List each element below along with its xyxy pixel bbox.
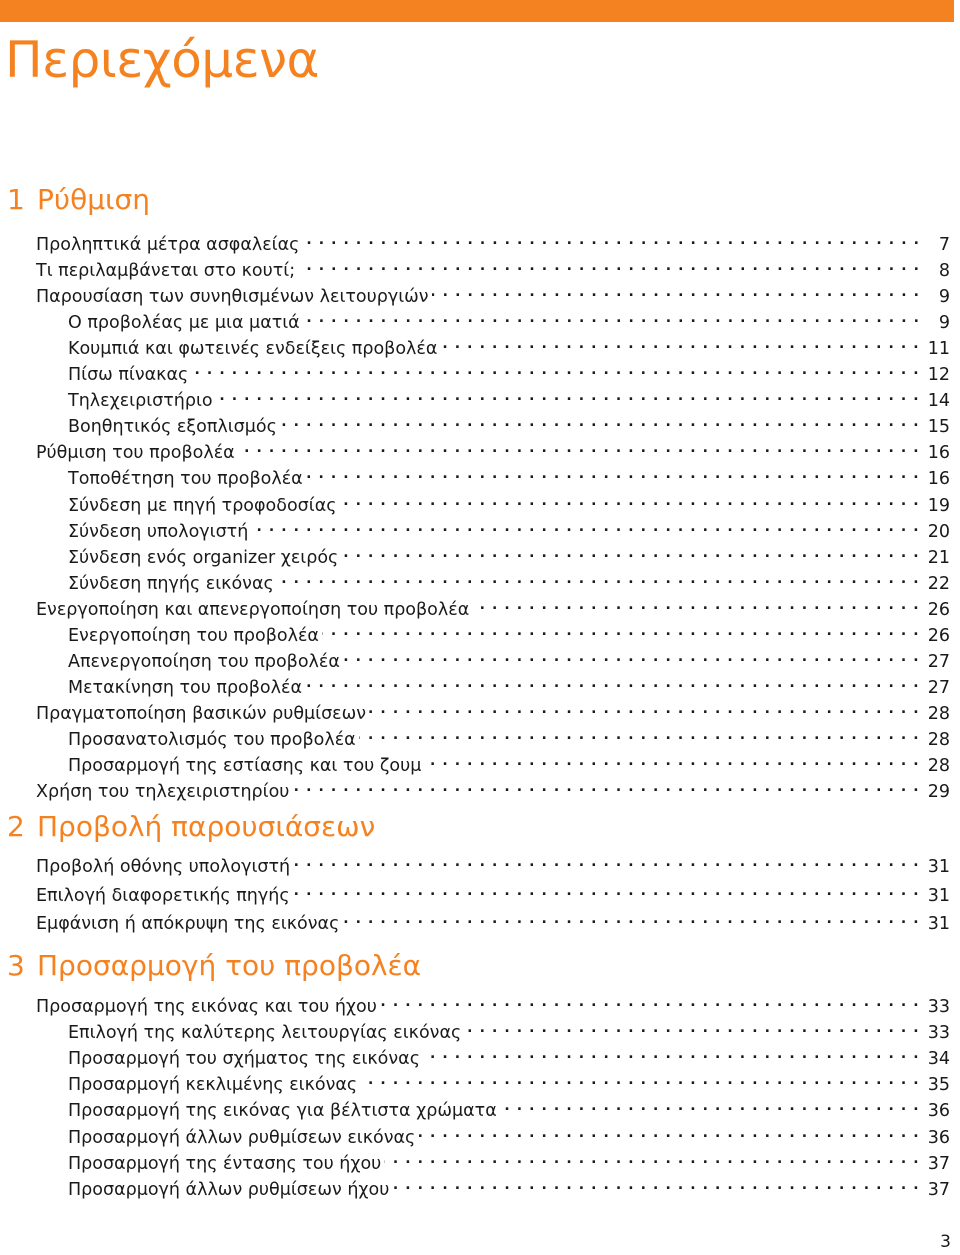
toc-entry-label: Ο προβολέας με μια ματιά (68, 313, 300, 334)
dot-leader (369, 693, 920, 719)
toc-entry-label: Προληπτικά μέτρα ασφαλείας (36, 235, 300, 255)
toc-entry-page: 33 (927, 1023, 950, 1044)
toc-entry[interactable] (68, 641, 950, 672)
dot-leader (277, 563, 920, 589)
toc-entry[interactable] (68, 563, 950, 594)
toc-entry-label: Προσανατολισμός του προβολέα (68, 729, 356, 750)
dot-leader (440, 328, 919, 354)
toc-entry[interactable] (68, 745, 950, 776)
toc-entry-page: 31 (927, 857, 950, 877)
dot-leader (342, 903, 919, 929)
chapter-title: Ρύθμιση (37, 183, 150, 216)
chapter-title: Προβολή παρουσιάσεων (37, 810, 376, 843)
toc-entry-page: 28 (927, 729, 950, 750)
toc-entry-label: Προσαρμογή κεκλιμένης εικόνας (68, 1075, 358, 1096)
toc-entry-label: Προβολή οθόνης υπολογιστή (36, 857, 291, 877)
chapter-heading (7, 949, 421, 983)
page-number: 3 (940, 1232, 951, 1252)
toc-entry-label: Χρήση του τηλεχειριστηρίου (36, 782, 290, 803)
dot-leader (238, 432, 920, 458)
toc-entry-page: 31 (927, 885, 950, 906)
dot-leader (384, 1143, 919, 1169)
dot-leader (303, 302, 920, 328)
toc-entry-page: 9 (938, 287, 950, 308)
dot-leader (340, 485, 920, 511)
toc-entry[interactable] (68, 667, 950, 698)
toc-entry-page: 21 (927, 547, 950, 568)
toc-entry[interactable] (68, 328, 950, 360)
toc-entry[interactable] (36, 875, 950, 906)
toc-entry[interactable] (36, 693, 950, 724)
dot-leader (293, 846, 920, 872)
toc-entry-label: Σύνδεση ενός organizer χειρός (68, 547, 339, 568)
dot-leader (305, 667, 920, 693)
dot-leader (251, 511, 919, 537)
toc-entry-page: 15 (927, 417, 950, 438)
toc-entry-page: 7 (938, 235, 950, 255)
toc-entry-page: 12 (927, 365, 950, 386)
dot-leader (392, 1169, 919, 1195)
toc-entry-page: 37 (927, 1179, 950, 1200)
toc-entry[interactable] (68, 380, 950, 412)
chapter-heading (7, 183, 150, 217)
dot-leader (464, 1012, 919, 1038)
dot-leader (360, 1064, 920, 1090)
toc-entry-page: 33 (927, 997, 950, 1017)
toc-entry-label: Επιλογή της καλύτερης λειτουργίας εικόνας (68, 1023, 462, 1044)
toc-entry[interactable] (36, 771, 950, 803)
toc-entry-label: Προσαρμογή της έντασης του ήχου (68, 1153, 382, 1174)
toc-entry[interactable] (36, 903, 950, 935)
chapter-number: 2 (7, 810, 25, 843)
toc-entry[interactable] (36, 589, 950, 620)
toc-entry-page: 16 (927, 469, 950, 490)
dot-leader (302, 224, 920, 250)
toc-entry[interactable] (68, 719, 950, 750)
dot-leader (424, 745, 919, 771)
toc-entry-label: Σύνδεση πηγής εικόνας (68, 573, 274, 594)
toc-entry-label: Προσαρμογή του σχήματος της εικόνας (68, 1049, 420, 1070)
toc-entry[interactable] (68, 1038, 950, 1070)
toc-entry[interactable] (68, 1143, 950, 1174)
toc-entry[interactable] (36, 224, 950, 255)
toc-entry-page: 19 (927, 495, 950, 516)
dot-leader (306, 458, 920, 484)
toc-entry-label: Προσαρμογή της εικόνας και του ήχου (36, 997, 377, 1017)
toc-entry-label: Μετακίνηση του προβολέα (68, 677, 302, 698)
toc-entry-label: Προσαρμογή άλλων ρυθμίσεων εικόνας (68, 1127, 416, 1148)
toc-entry-page: 9 (938, 313, 950, 334)
dot-leader (280, 406, 920, 432)
dot-leader (500, 1090, 920, 1116)
dot-leader (298, 250, 920, 276)
toc-entry-label: Προσαρμογή της εικόνας για βέλτιστα χρώματα (68, 1101, 497, 1122)
toc-entry-label: Σύνδεση υπολογιστή (68, 521, 249, 542)
toc-entry-page: 37 (927, 1153, 950, 1174)
toc-entry[interactable] (68, 1090, 950, 1122)
toc-entry-page: 26 (927, 625, 950, 646)
dot-leader (423, 1038, 920, 1064)
toc-entry-label: Απενεργοποίηση του προβολέα (68, 651, 340, 672)
toc-entry-page: 22 (927, 573, 950, 594)
dot-leader (341, 537, 919, 563)
toc-entry-label: Βοηθητικός εξοπλισμός (68, 417, 277, 438)
toc-entry[interactable] (36, 432, 950, 464)
toc-entry-label: Εμφάνιση ή απόκρυψη της εικόνας (36, 914, 340, 935)
dot-leader (418, 1117, 919, 1143)
toc-entry-page: 20 (927, 521, 950, 542)
dot-leader (343, 641, 920, 667)
toc-entry[interactable] (68, 354, 950, 386)
toc-entry-label: Κουμπιά και φωτεινές ενδείξεις προβολέα (68, 339, 438, 360)
toc-entry-label: Τι περιλαμβάνεται στο κουτί; (36, 261, 296, 282)
toc-entry-label: Παρουσίαση των συνηθισμένων λειτουργιών (36, 287, 429, 308)
dot-leader (380, 986, 920, 1012)
toc-entry[interactable] (36, 276, 950, 308)
dot-leader (322, 615, 920, 641)
toc-entry-page: 36 (927, 1127, 950, 1148)
toc-entry-label: Ενεργοποίηση και απενεργοποίηση του προβολέα (36, 599, 470, 620)
toc-entry-label: Ενεργοποίηση του προβολέα (68, 625, 319, 646)
chapter-heading (7, 810, 375, 844)
header-accent-bar (0, 0, 954, 22)
dot-leader (472, 589, 919, 615)
toc-entry[interactable] (68, 458, 950, 490)
chapter-number: 3 (7, 949, 25, 982)
toc-entry[interactable] (36, 250, 950, 282)
toc-entry[interactable] (68, 406, 950, 438)
dot-leader (293, 875, 920, 901)
chapter-number: 1 (7, 183, 25, 216)
toc-entry-page: 26 (927, 599, 950, 620)
toc-entry-page: 36 (927, 1101, 950, 1122)
toc-entry[interactable] (68, 485, 950, 516)
toc-entry[interactable] (68, 1169, 950, 1200)
toc-entry-label: Προσαρμογή άλλων ρυθμίσεων ήχου (68, 1179, 390, 1200)
toc-entry-label: Ρύθμιση του προβολέα (36, 443, 235, 464)
toc-entry-label: Σύνδεση με πηγή τροφοδοσίας (68, 495, 337, 516)
toc-entry-page: 27 (927, 651, 950, 672)
toc-entry-page: 29 (927, 782, 950, 803)
toc-entry-label: Τηλεχειριστήριο (68, 391, 213, 412)
toc-entry-label: Πραγματοποίηση βασικών ρυθμίσεων (36, 703, 367, 724)
chapter-title: Προσαρμογή του προβολέα (37, 949, 422, 982)
toc-entry[interactable] (68, 1012, 950, 1044)
toc-entry-label: Τοποθέτηση του προβολέα (68, 469, 303, 490)
dot-leader (216, 380, 920, 406)
toc-entry[interactable] (68, 537, 950, 568)
toc-entry-page: 35 (927, 1075, 950, 1096)
toc-entry-page: 11 (927, 339, 950, 360)
toc-entry[interactable] (68, 615, 950, 646)
toc-entry-page: 31 (927, 914, 950, 935)
toc-entry[interactable] (36, 846, 950, 877)
toc-entry[interactable] (68, 1064, 950, 1096)
toc-entry-page: 14 (927, 391, 950, 412)
toc-entry-page: 28 (927, 703, 950, 724)
toc-entry-label: Πίσω πίνακας (68, 365, 189, 386)
dot-leader (359, 719, 920, 745)
toc-entry[interactable] (68, 1117, 950, 1148)
toc-entry[interactable] (36, 986, 950, 1017)
dot-leader (432, 276, 920, 302)
page-title: Περιεχόμενα (5, 31, 320, 89)
toc-entry-page: 8 (938, 261, 950, 282)
toc-entry-label: Επιλογή διαφορετικής πηγής (36, 885, 290, 906)
toc-entry[interactable] (68, 302, 950, 334)
toc-entry-page: 16 (927, 443, 950, 464)
dot-leader (191, 354, 919, 380)
toc-entry-page: 28 (927, 756, 950, 776)
toc-entry[interactable] (68, 511, 950, 542)
toc-entry-page: 34 (927, 1049, 950, 1070)
toc-entry-label: Προσαρμογή της εστίασης και του ζουμ (68, 756, 422, 776)
toc-entry-page: 27 (927, 677, 950, 698)
dot-leader (292, 771, 919, 797)
